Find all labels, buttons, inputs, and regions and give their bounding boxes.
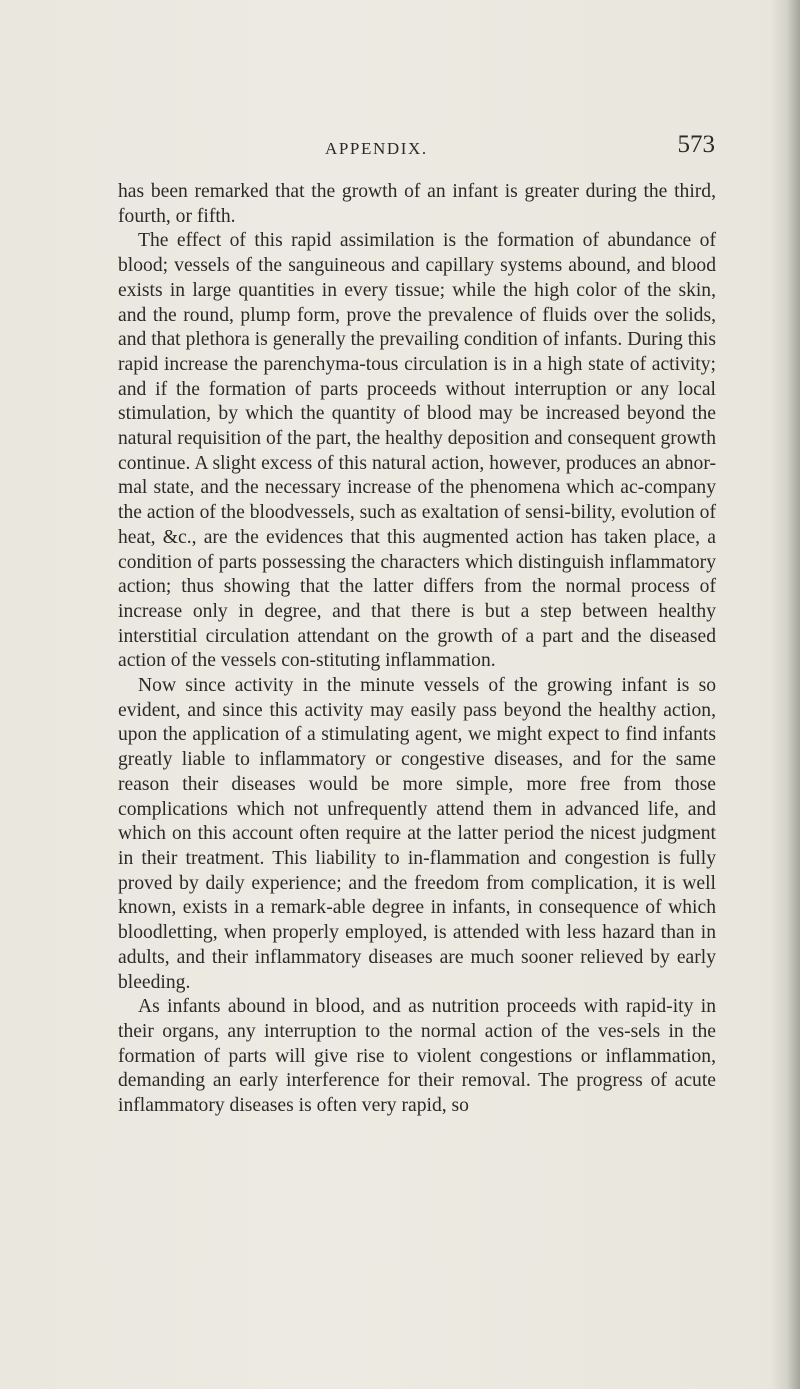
- page-edge-shadow: [770, 0, 800, 1389]
- paragraph: The effect of this rapid assimilation is the formation of abundance of blood; vessels of the sanguineous and capillary systems abound, and blood exists in large quantities in every tissue; while the high color of the skin, and the round, plump form, prove the prevalence of fluids over the solids, and that plethora is generally the prevailing condition of infants. During this rapid increase the parenchyma-tous circulation is in a high state of activity; and if the formation of parts proceeds without interruption or any local stimulation, by which the quantity of blood may be increased beyond the natural requisition of the part, the healthy deposition and consequent growth continue. A slight excess of this natural action, however, produces an abnor-mal state, and the necessary increase of the phenomena which ac-company the action of the bloodvessels, such as exaltation of sensi-bility, evolution of heat, &c., are the evidences that this augmented action has taken place, a condition of parts possessing the characters which distinguish inflammatory action; thus showing that the latter differs from the normal process of increase only in degree, and that there is but a step between healthy interstitial circulation attendant on the growth of a part and the diseased action of the vessels con-stituting inflammation.: [118, 230, 717, 672]
- paragraph-continued: has been remarked that the growth of an infant is greater during the third, fourth, or fifth.: [118, 181, 716, 227]
- paragraph: As infants abound in blood, and as nutrition proceeds with rapid-ity in their organs, any interruption to the normal action of the ves-sels in the formation of parts will give rise to violent congestions or inflammation, demanding an early interference for their removal. The progress of acute inflammatory diseases is often very rapid, so: [118, 996, 716, 1117]
- paragraph: Now since activity in the minute vessels of the growing infant is so evident, and since this activity may easily pass beyond the healthy action, upon the application of a stimulating agent, we might expect to find infants greatly liable to inflammatory or congestive diseases, and for the same reason their diseases would be more simple, more free from those complications which not unfrequently attend them in advanced life, and which on this account often require at the latter period the nicest judgment in their treatment. This liability to in-flammation and congestion is fully proved by daily experience; and the freedom from complication, it is well known, exists in a remark-able degree in infants, in consequence of which bloodletting, when properly employed, is attended with less hazard than in adults, and their inflammatory diseases are much sooner relieved by early bleeding.: [118, 675, 716, 993]
- body-text: [118, 180, 716, 1119]
- page-number: 573: [677, 131, 715, 158]
- running-head: APPENDIX.: [325, 139, 428, 158]
- page-header: [305, 131, 715, 167]
